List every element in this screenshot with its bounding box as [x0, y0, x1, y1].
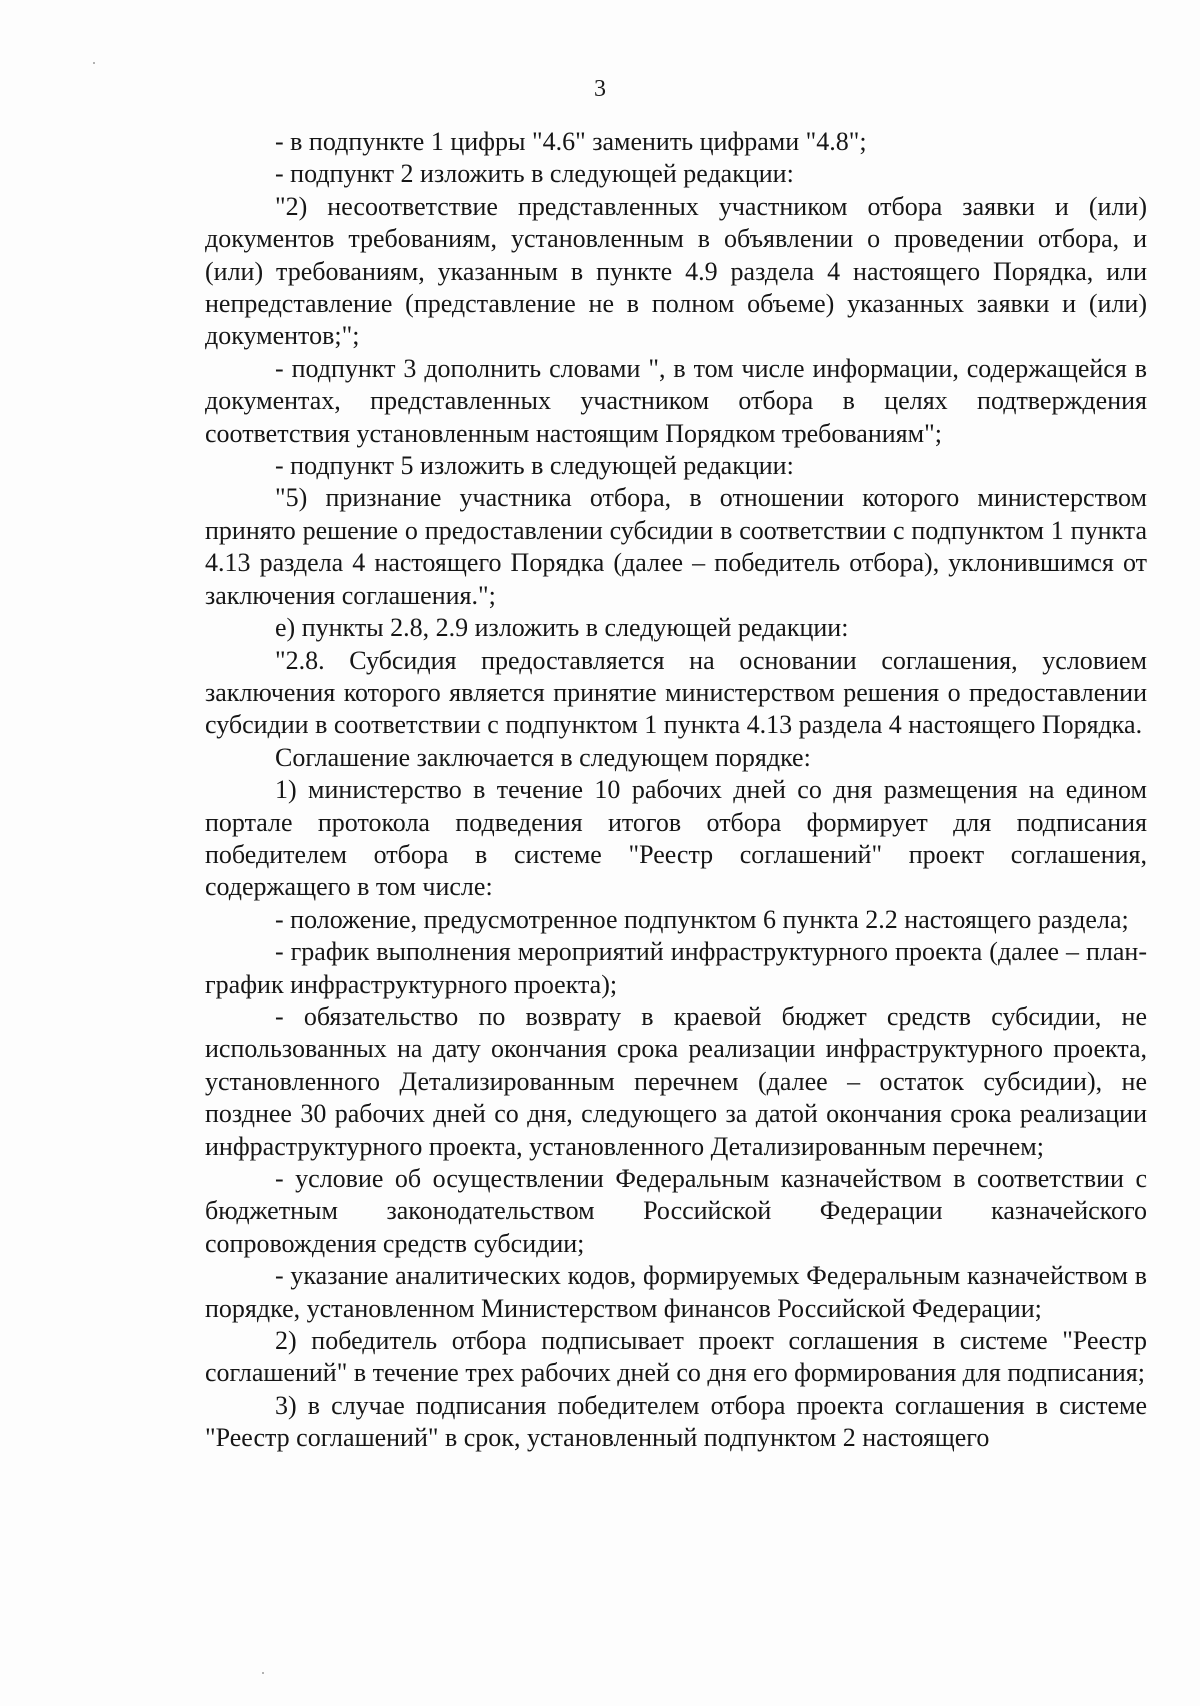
paragraph: - условие об осуществлении Федеральным казначейством в соответствии с бюджетным законодательством Российской Федерации казначейского сопровождения средств субсидии; [205, 1164, 1147, 1258]
paragraph: 1) министерство в течение 10 рабочих дней со дня размещения на едином портале протокола подведения итогов отбора формирует для подписания победителем отбора в системе "Реестр соглашений" проект соглашения, содержащего в том числе: [205, 775, 1147, 902]
page-number: 3 [594, 76, 606, 102]
paragraph: - подпункт 5 изложить в следующей редакции: [275, 451, 794, 481]
paragraph: - подпункт 2 изложить в следующей редакции: [275, 159, 794, 189]
document-body [205, 126, 1147, 1455]
paragraph: - обязательство по возврату в краевой бюджет средств субсидии, не использованных на дату окончания срока реализации инфраструктурного проекта, установленного Детализированным перечнем (далее – остаток субсидии), не позднее 30 рабочих дней со дня, следующего за датой окончания срока реализации инфраструктурного проекта, установленного Детализированным перечнем; [205, 1001, 1147, 1161]
paragraph: - указание аналитических кодов, формируемых Федеральным казначейством в порядке, установленном Министерством финансов Российской Федерации; [205, 1261, 1147, 1323]
paragraph: "2) несоответствие представленных участником отбора заявки и (или) документов требованиям, установленным в объявлении о проведении отбора, и (или) требованиям, указанным в пункте 4.9 раздела 4 настоящего Порядка, или непредставление (представление не в полном объеме) указанных заявки и (или) документов;"; [205, 191, 1147, 351]
paragraph: - график выполнения мероприятий инфраструктурного проекта (далее – план-график инфраструктурного проекта); [205, 937, 1147, 999]
paragraph: - положение, предусмотренное подпунктом 6 пункта 2.2 настоящего раздела; [275, 904, 1129, 934]
paragraph: 2) победитель отбора подписывает проект соглашения в системе "Реестр соглашений" в течение трех рабочих дней со дня его формирования для подписания; [205, 1326, 1147, 1388]
paragraph: - в подпункте 1 цифры "4.6" заменить цифрами "4.8"; [275, 127, 867, 156]
paragraph: 3) в случае подписания победителем отбора проекта соглашения в системе "Реестр соглашений" в срок, установленный подпунктом 2 настоящего [205, 1390, 1147, 1453]
scan-speck [93, 62, 95, 64]
paragraph: "5) признание участника отбора, в отношении которого министерством принято решение о предоставлении субсидии в соответствии с подпунктом 1 пункта 4.13 раздела 4 настоящего Порядка (далее – победитель отбора), уклонившимся от заключения соглашения."; [205, 483, 1147, 610]
paragraph: "2.8. Субсидия предоставляется на основании соглашения, условием заключения которого является принятие министерством решения о предоставлении субсидии в соответствии с подпунктом 1 пункта 4.13 раздела 4 настоящего Порядка. [205, 645, 1147, 740]
paragraph: е) пункты 2.8, 2.9 изложить в следующей редакции: [275, 613, 849, 643]
paragraph: - подпункт 3 дополнить словами ", в том числе информации, содержащейся в документах, представленных участником отбора в целях подтверждения соответствия установленным настоящим Порядком требованиям"; [205, 353, 1147, 448]
paragraph: Соглашение заключается в следующем порядке: [275, 742, 811, 772]
scan-speck [262, 1672, 264, 1674]
